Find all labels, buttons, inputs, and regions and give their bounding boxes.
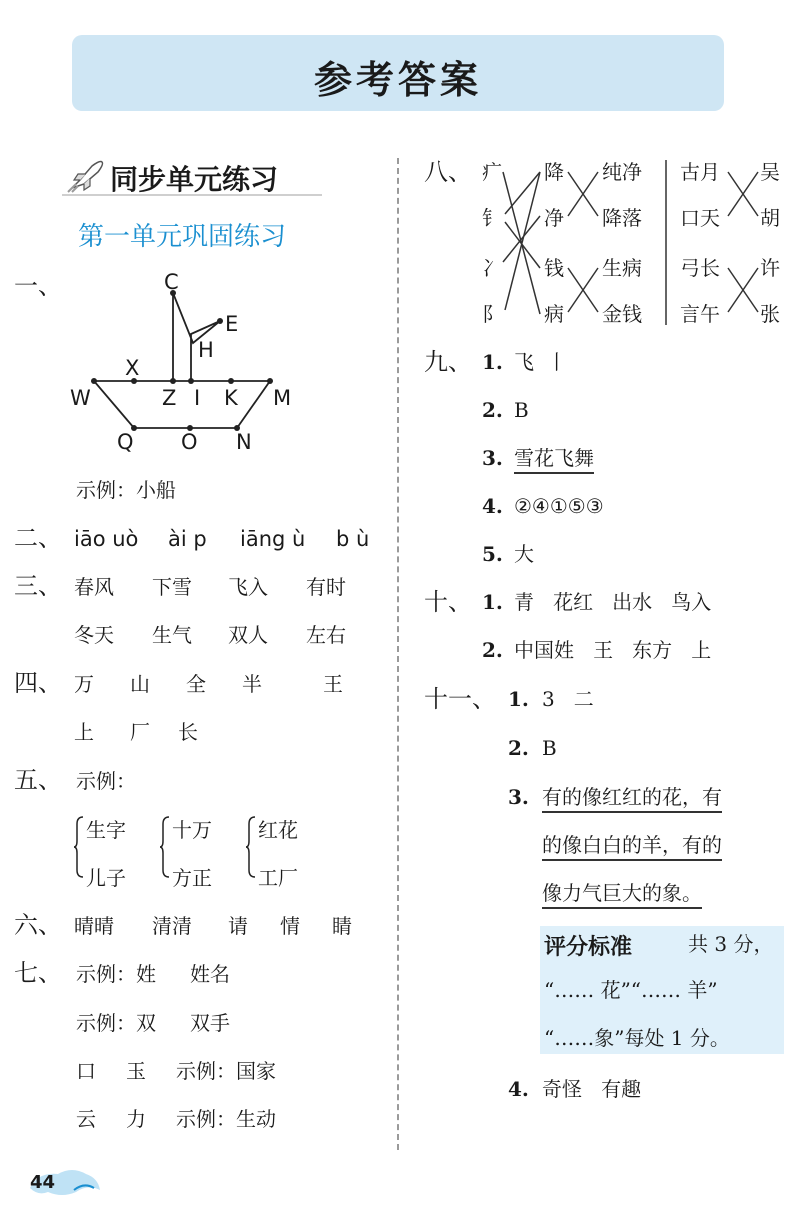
q9-item-text: 大 — [514, 542, 534, 566]
q4-r2-1: 上 — [74, 720, 94, 744]
q5-g2-bottom: 方正 — [172, 866, 212, 890]
q5-g2-top: 十万 — [172, 818, 212, 842]
q4-r1-2: 山 — [130, 672, 150, 696]
point-c-label: C — [164, 270, 179, 294]
q3-r2-2: 生气 — [152, 623, 192, 647]
q5-g3-top: 红花 — [258, 818, 298, 842]
q1-number: 一、 — [14, 272, 62, 300]
q8-col5-4: 张 — [760, 302, 780, 326]
q8-radical-2: 钅 — [482, 206, 502, 230]
q11-item-text: B — [542, 736, 557, 760]
q7-l4-a: 云 — [76, 1107, 96, 1131]
point-x-label: X — [125, 356, 140, 380]
q8-mid-4: 病 — [544, 302, 564, 326]
q9-item-text: ②④①⑤③ — [514, 494, 604, 518]
q11-item-text: 3 二 — [542, 687, 594, 711]
q7-l4-b: 力 — [126, 1107, 146, 1131]
q9-item-number: 4. — [482, 494, 503, 518]
q7-l3-a: 口 — [76, 1059, 96, 1083]
q3-r1-2: 下雪 — [152, 575, 192, 599]
q5-g1-top: 生字 — [86, 818, 126, 842]
q4-number: 四、 — [14, 669, 62, 697]
rocket-icon — [66, 158, 106, 194]
q2-answer-1: iāo uò — [74, 527, 139, 551]
q7-number: 七、 — [14, 959, 62, 987]
q2-answer-4: b ù — [336, 527, 370, 551]
q3-r1-1: 春风 — [74, 575, 114, 599]
q4-r1-3: 全 — [186, 672, 206, 696]
q10-item-text: 青 花红 出水 鸟入 — [514, 590, 712, 614]
q8-col5-1: 吴 — [760, 160, 780, 184]
q5-number: 五、 — [14, 766, 62, 794]
point-m-label: M — [273, 386, 292, 410]
q9-item-text: B — [514, 398, 529, 422]
point-n-label: N — [236, 430, 252, 454]
q3-number: 三、 — [14, 572, 62, 600]
q10-item-text: 中国姓 王 东方 上 — [514, 638, 712, 662]
q7-l2-b: 双手 — [190, 1011, 230, 1035]
q8-col4-4: 言午 — [680, 302, 720, 326]
section-title: 同步单元练习 — [110, 163, 279, 196]
q4-r1-1: 万 — [74, 672, 94, 696]
grading-line-3: “……象”每处 1 分。 — [544, 1026, 730, 1050]
q9-item-number: 2. — [482, 398, 503, 422]
q7-l4-c: 示例：生动 — [176, 1107, 276, 1131]
q6-answer-2: 清清 — [152, 914, 192, 938]
page-title: 参考答案 — [313, 58, 482, 102]
q11-number: 十一、 — [424, 685, 496, 713]
q2-number: 二、 — [14, 524, 62, 552]
q4-r1-5: 王 — [323, 672, 343, 696]
q6-answer-4: 情 — [280, 914, 300, 938]
point-w-label: W — [70, 386, 91, 410]
q9-item-number: 1. — [482, 350, 503, 374]
q3-r2-4: 左右 — [306, 623, 346, 647]
q11-item-number: 2. — [508, 736, 529, 760]
q1-example: 示例：小船 — [76, 478, 176, 502]
q3-r2-3: 双人 — [228, 623, 268, 647]
q11-item-number: 4. — [508, 1077, 529, 1101]
q10-item-number: 2. — [482, 638, 503, 662]
q8-right-1: 纯净 — [602, 160, 642, 184]
q4-r2-3: 长 — [178, 720, 198, 744]
q9-item-number: 5. — [482, 542, 503, 566]
grading-line-1: 共 3 分， — [688, 932, 774, 956]
q8-radical-3: 冫 — [482, 256, 502, 280]
q6-number: 六、 — [14, 911, 62, 939]
q11-answer-line-3: 像力气巨大的象。 — [542, 881, 702, 909]
q8-col5-2: 胡 — [760, 206, 780, 230]
q8-col4-2: 口天 — [680, 206, 720, 230]
q11-item-text: 奇怪 有趣 — [542, 1077, 642, 1101]
point-k-label: K — [224, 386, 238, 410]
q8-right-2: 降落 — [602, 206, 642, 230]
header-banner — [72, 35, 724, 111]
q2-answer-2: ài p — [168, 527, 207, 551]
q8-number: 八、 — [424, 158, 472, 186]
q8-col5-3: 许 — [760, 256, 780, 280]
q7-l1-a: 示例：姓 — [76, 962, 156, 986]
q8-col4-1: 古月 — [680, 160, 720, 184]
column-divider — [397, 158, 399, 1150]
q7-l3-c: 示例：国家 — [176, 1059, 276, 1083]
q3-r2-1: 冬天 — [74, 623, 114, 647]
q9-item-text: 雪花飞舞 — [514, 446, 594, 474]
point-e-label: E — [225, 312, 239, 336]
q8-mid-1: 降 — [544, 160, 564, 184]
q10-item-number: 1. — [482, 590, 503, 614]
q2-answer-3: iāng ù — [240, 527, 306, 551]
q6-answer-3: 请 — [228, 914, 248, 938]
q3-r1-4: 有时 — [306, 575, 346, 599]
q7-l1-b: 姓名 — [190, 962, 230, 986]
q10-number: 十、 — [424, 588, 472, 616]
point-h-label: H — [198, 338, 214, 362]
q8-mid-3: 钱 — [544, 256, 564, 280]
q8-radical-4: 阝 — [482, 302, 502, 326]
q5-prefix: 示例： — [76, 769, 136, 793]
q11-item-number: 1. — [508, 687, 529, 711]
q5-g1-bottom: 儿子 — [86, 866, 126, 890]
q9-number: 九、 — [424, 348, 472, 376]
point-q-label: Q — [117, 430, 134, 454]
point-z-label: Z — [162, 386, 177, 410]
q11-answer-line-1: 有的像红红的花，有 — [542, 785, 722, 813]
point-o-label: O — [181, 430, 198, 454]
left-brace-icon — [160, 816, 170, 878]
q7-l3-b: 玉 — [126, 1059, 146, 1083]
q6-answer-5: 睛 — [332, 914, 352, 938]
q8-col4-3: 弓长 — [680, 256, 720, 280]
q4-r2-2: 厂 — [130, 720, 150, 744]
q8-right-4: 金钱 — [602, 302, 642, 326]
q7-l2-a: 示例：双 — [76, 1011, 156, 1035]
point-i-label: I — [194, 386, 201, 410]
grading-label: 评分标准 — [544, 935, 633, 960]
page-number: 44 — [30, 1172, 56, 1193]
q4-r1-4: 半 — [242, 672, 262, 696]
left-brace-icon — [74, 816, 84, 878]
q9-item-number: 3. — [482, 446, 503, 470]
q9-item-text: 飞 丨 — [514, 350, 567, 374]
q8-right-3: 生病 — [602, 256, 642, 280]
unit-title: 第一单元巩固练习 — [78, 222, 287, 252]
q5-g3-bottom: 工厂 — [258, 866, 298, 890]
q6-answer-1: 晴晴 — [74, 914, 114, 938]
grading-line-2: “…… 花”“…… 羊” — [544, 978, 718, 1002]
section-header — [62, 158, 322, 196]
q3-r1-3: 飞入 — [228, 575, 268, 599]
left-brace-icon — [246, 816, 256, 878]
q11-answer-line-2: 的像白白的羊，有的 — [542, 833, 722, 861]
q8-mid-2: 净 — [544, 206, 564, 230]
q11-item-number: 3. — [508, 785, 529, 809]
q8-radical-1: 疒 — [482, 160, 502, 184]
